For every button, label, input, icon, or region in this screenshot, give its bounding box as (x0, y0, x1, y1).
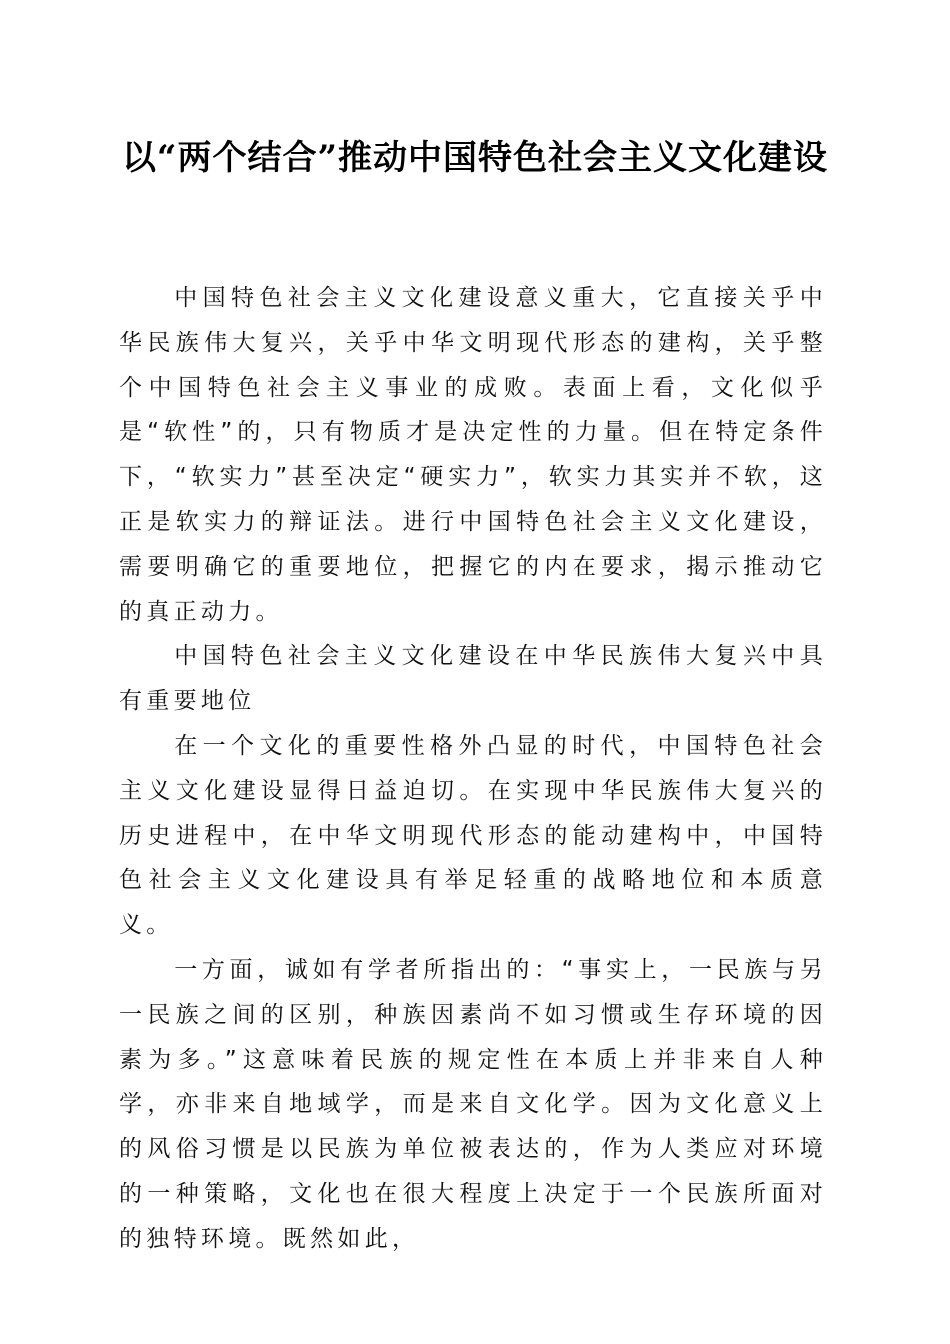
document-body (119, 276, 827, 1262)
paragraph: 在一个文化的重要性格外凸显的时代，中国特色社会主义文化建设显得日益迫切。在实现中华民族伟大复兴的历史进程中，在中华文明现代形态的能动建构中，中国特色社会主义文化建设具有举足轻重的战略地位和本质意义。 (119, 732, 827, 939)
paragraph: 一方面，诚如有学者所指出的：“事实上，一民族与另一民族之间的区别，种族因素尚不如习惯或生存环境的因素为多。”这意味着民族的规定性在本质上并非来自人种学，亦非来自地域学，而是来自文化学。因为文化意义上的风俗习惯是以民族为单位被表达的，作为人类应对环境的一种策略，文化也在很大程度上决定于一个民族所面对的独特环境。既然如此， (119, 956, 827, 1252)
section-heading: 中国特色社会主义文化建设在中华民族伟大复兴中具有重要地位 (119, 643, 827, 715)
paragraph: 中国特色社会主义文化建设意义重大，它直接关乎中华民族伟大复兴，关乎中华文明现代形态的建构，关乎整个中国特色社会主义事业的成败。表面上看，文化似乎是“软性”的，只有物质才是决定性的力量。但在特定条件下，“软实力”甚至决定“硬实力”，软实力其实并不软，这正是软实力的辩证法。进行中国特色社会主义文化建设，需要明确它的重要地位，把握它的内在要求，揭示推动它的真正动力。 (119, 285, 827, 625)
document-title: 以“两个结合”推动中国特色社会主义文化建设 (121, 138, 829, 178)
